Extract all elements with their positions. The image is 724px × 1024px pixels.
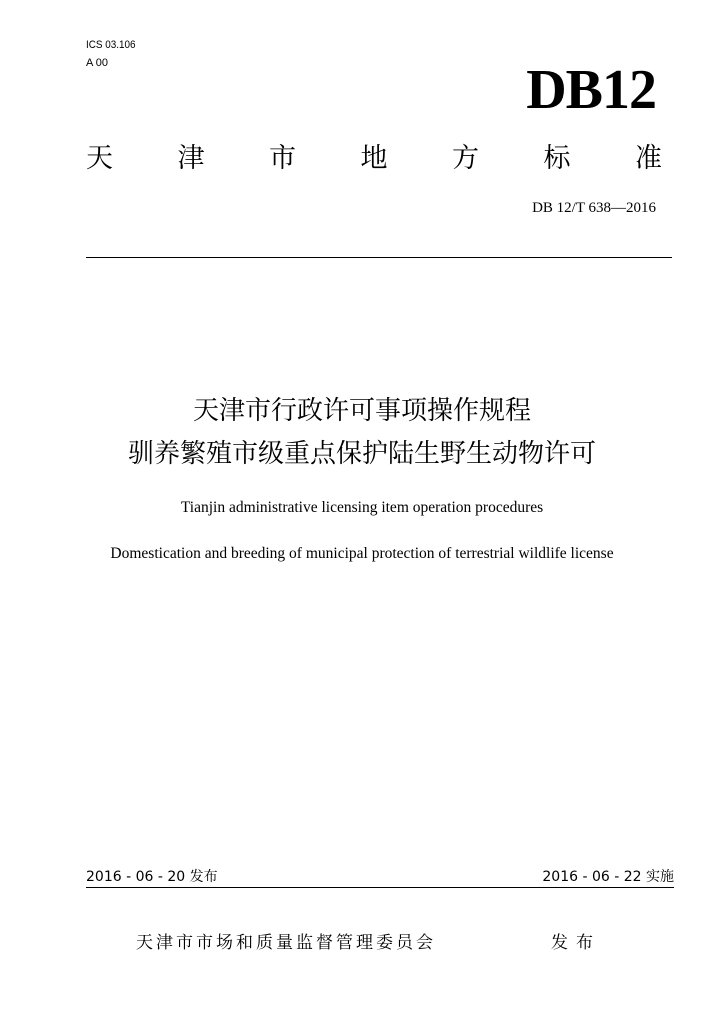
header-divider — [86, 257, 672, 258]
ics-code: ICS 03.106 — [86, 39, 136, 51]
english-title-line-1: Tianjin administrative licensing item operation procedures — [180, 499, 544, 516]
issue-date: 2016 - 06 - 20 发布 — [86, 869, 218, 885]
standard-mark: DB12 — [526, 59, 656, 121]
standard-type — [86, 142, 662, 176]
standard-type-char: 方 — [452, 143, 479, 174]
standard-type-char: 津 — [177, 143, 205, 174]
standard-type-char: 天 — [86, 143, 113, 174]
issue-label: 发布 — [551, 933, 601, 953]
standard-type-char: 标 — [543, 143, 571, 174]
chinese-title-line-1: 天津市行政许可事项操作规程 — [192, 396, 531, 426]
english-title-line-2: Domestication and breeding of municipal protection of terrestrial wildlife license — [110, 545, 614, 562]
ccs-code: A 00 — [86, 57, 109, 69]
standard-number: DB 12/T 638—2016 — [532, 200, 656, 216]
footer-divider — [86, 887, 674, 888]
standard-type-char: 地 — [360, 143, 388, 174]
implementation-date: 2016 - 06 - 22 实施 — [542, 869, 674, 885]
issuing-authority: 天津市市场和质量监督管理委员会 — [136, 933, 436, 953]
standard-type-char: 市 — [269, 143, 296, 174]
chinese-title-line-2: 驯养繁殖市级重点保护陆生野生动物许可 — [127, 439, 596, 469]
standard-type-char: 准 — [635, 143, 662, 174]
